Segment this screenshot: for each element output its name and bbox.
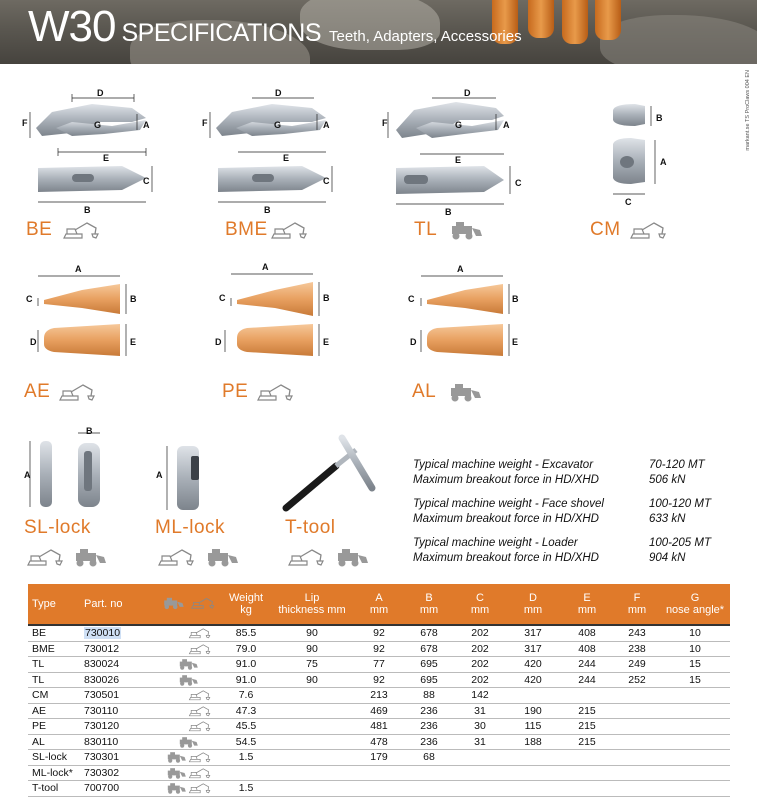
cell-lip: [270, 688, 354, 704]
cell-g: [660, 765, 730, 781]
dim-label: D: [97, 88, 104, 98]
cell-lip: [270, 765, 354, 781]
cell-g: [660, 703, 730, 719]
dim-label: A: [156, 470, 163, 480]
cell-f: 249: [614, 657, 660, 673]
cell-f: [614, 765, 660, 781]
table-row: [28, 765, 730, 781]
cell-b: 236: [404, 703, 454, 719]
cell-e: [560, 750, 614, 766]
cell-a: 92: [354, 625, 404, 641]
cell-weight: 85.5: [222, 625, 270, 641]
table-row: [28, 641, 730, 657]
cell-weight: 7.6: [222, 688, 270, 704]
cell-c: 202: [454, 641, 506, 657]
excavator-icon: [187, 705, 211, 717]
product-label-bme: BME: [225, 219, 268, 240]
part-number[interactable]: 730301: [84, 751, 120, 764]
loader-icon: [175, 658, 199, 670]
spec-row: Maximum breakout force in HD/XHD 506 kN: [413, 474, 686, 486]
loader-icon: [163, 782, 187, 794]
excavator-icon: [187, 689, 211, 701]
ae-drawing: [22, 262, 142, 372]
cell-type: AL: [28, 734, 80, 750]
dim-label: D: [275, 88, 282, 98]
col-header-d: D mm: [506, 584, 560, 625]
cell-g: 15: [660, 657, 730, 673]
dim-label: B: [512, 294, 519, 304]
excavator-icon: [187, 643, 211, 655]
part-number[interactable]: 730501: [84, 689, 120, 702]
excavator-icon: [254, 382, 294, 402]
cell-b: 236: [404, 719, 454, 735]
cell-f: [614, 781, 660, 797]
cell-weight: [222, 765, 270, 781]
cell-a: 179: [354, 750, 404, 766]
product-label-tl: TL: [414, 219, 438, 240]
cell-machine: [152, 703, 222, 719]
part-number[interactable]: 730302: [84, 766, 120, 779]
cell-f: [614, 703, 660, 719]
dim-label: B: [130, 294, 137, 304]
tooth-image: [562, 0, 588, 44]
cell-weight: 91.0: [222, 657, 270, 673]
loader-icon: [175, 736, 199, 748]
part-number[interactable]: 730110: [84, 704, 119, 717]
cell-b: 88: [404, 688, 454, 704]
excavator-icon: [24, 547, 64, 567]
cell-machine: [152, 657, 222, 673]
loader-icon: [330, 547, 370, 567]
product-label-pe: PE: [222, 381, 249, 402]
dim-label: A: [143, 120, 150, 130]
col-header-f: F mm: [614, 584, 660, 625]
cell-f: 238: [614, 641, 660, 657]
cell-c: 30: [454, 719, 506, 735]
cell-machine: [152, 672, 222, 688]
dim-label: B: [445, 207, 452, 217]
part-number[interactable]: 730120: [84, 720, 120, 733]
excavator-icon: [187, 767, 211, 779]
dim-label: C: [219, 293, 226, 303]
cell-c: 202: [454, 672, 506, 688]
cm-drawing: [605, 100, 675, 210]
dim-label: A: [24, 470, 31, 480]
cell-type: BE: [28, 625, 80, 641]
cell-d: 188: [506, 734, 560, 750]
excavator-icon: [187, 751, 211, 763]
dim-label: A: [262, 262, 269, 272]
col-header-a: A mm: [354, 584, 404, 625]
cell-g: [660, 688, 730, 704]
cell-d: 190: [506, 703, 560, 719]
part-number[interactable]: 700700: [84, 782, 120, 795]
side-reference-text: markant.se TS ProClaws 004 EN: [745, 70, 751, 151]
ml-lock-drawing: [155, 440, 215, 520]
spec-row: Maximum breakout force in HD/XHD 633 kN: [413, 513, 686, 525]
dim-label: D: [410, 337, 417, 347]
cell-type: AE: [28, 703, 80, 719]
dim-label: E: [455, 155, 462, 165]
spec-row: Typical machine weight - Loader 100-205 MT: [413, 537, 712, 549]
excavator-icon: [187, 720, 211, 732]
dim-label: C: [143, 176, 150, 186]
dim-label: B: [84, 205, 91, 215]
header-banner: [0, 0, 757, 64]
cell-d: [506, 765, 560, 781]
cell-b: 68: [404, 750, 454, 766]
tooth-image: [595, 0, 621, 40]
part-number[interactable]: 730012: [84, 642, 120, 655]
col-header-lip: Lip thickness mm: [270, 584, 354, 625]
cell-partno: [80, 781, 152, 797]
dim-label: F: [202, 118, 208, 128]
page-title: W30 SPECIFICATIONS Teeth, Adapters, Accessories: [28, 2, 522, 51]
cell-machine: [152, 781, 222, 797]
cell-type: TL: [28, 657, 80, 673]
loader-icon: [163, 767, 187, 779]
cell-a: 469: [354, 703, 404, 719]
cell-partno: [80, 688, 152, 704]
dim-label: A: [503, 120, 510, 130]
cell-e: 244: [560, 672, 614, 688]
dim-label: D: [215, 337, 222, 347]
excavator-icon: [155, 547, 195, 567]
table-row: [28, 657, 730, 673]
tooth-image: [528, 0, 554, 38]
cell-type: BME: [28, 641, 80, 657]
cell-g: [660, 750, 730, 766]
cell-a: 92: [354, 672, 404, 688]
cell-partno: [80, 657, 152, 673]
cell-d: 420: [506, 672, 560, 688]
table-row: [28, 688, 730, 704]
loader-icon: [200, 547, 240, 567]
cell-e: 244: [560, 657, 614, 673]
be-drawing: [22, 88, 162, 218]
dim-label: G: [274, 120, 282, 130]
spec-row: Maximum breakout force in HD/XHD 904 kN: [413, 552, 686, 564]
cell-d: [506, 781, 560, 797]
cell-e: [560, 781, 614, 797]
cell-d: 115: [506, 719, 560, 735]
cell-d: [506, 688, 560, 704]
part-number[interactable]: 730010: [85, 627, 121, 640]
cell-type: CM: [28, 688, 80, 704]
cell-f: [614, 688, 660, 704]
table-header-row: [28, 584, 730, 625]
loader-icon: [68, 547, 108, 567]
cell-a: [354, 765, 404, 781]
excavator-icon: [56, 382, 96, 402]
dim-label: A: [660, 157, 667, 167]
cell-f: [614, 750, 660, 766]
cell-e: 215: [560, 734, 614, 750]
dim-label: F: [22, 118, 28, 128]
col-header-machine: [152, 584, 222, 625]
loader-icon: [444, 220, 484, 240]
cell-b: 678: [404, 641, 454, 657]
loader-icon: [159, 596, 185, 610]
cell-d: 317: [506, 625, 560, 641]
dim-label: E: [283, 153, 290, 163]
sl-lock-drawing: [22, 425, 112, 515]
cell-e: 215: [560, 703, 614, 719]
dim-label: C: [26, 294, 33, 304]
cell-type: T-tool: [28, 781, 80, 797]
cell-c: 31: [454, 734, 506, 750]
cell-a: 77: [354, 657, 404, 673]
cell-f: 243: [614, 625, 660, 641]
cell-weight: 79.0: [222, 641, 270, 657]
col-header-g: G nose angle*: [660, 584, 730, 625]
cell-weight: 1.5: [222, 750, 270, 766]
cell-lip: 90: [270, 672, 354, 688]
cell-b: 678: [404, 625, 454, 641]
excavator-icon: [189, 596, 215, 610]
cell-machine: [152, 765, 222, 781]
col-header-partno: Part. no: [80, 584, 152, 625]
cell-g: 10: [660, 641, 730, 657]
cell-lip: [270, 719, 354, 735]
cell-partno: [80, 750, 152, 766]
bme-drawing: [202, 88, 342, 218]
loader-icon: [443, 382, 483, 402]
product-label-be: BE: [26, 219, 53, 240]
cell-d: [506, 750, 560, 766]
dim-label: D: [464, 88, 471, 98]
al-drawing: [405, 262, 525, 372]
cell-machine: [152, 719, 222, 735]
machine-specs: [413, 458, 733, 566]
product-label-ml-lock: ML-lock: [155, 517, 226, 538]
cell-partno: [80, 672, 152, 688]
cell-g: 15: [660, 672, 730, 688]
part-number[interactable]: 830024: [84, 658, 120, 671]
dim-label: E: [130, 337, 137, 347]
cell-type: ML-lock*: [28, 765, 80, 781]
spec-table: [28, 584, 730, 797]
excavator-icon: [285, 547, 325, 567]
cell-lip: [270, 734, 354, 750]
cell-g: [660, 719, 730, 735]
excavator-icon: [627, 220, 667, 240]
part-number[interactable]: 830110: [84, 735, 119, 748]
tl-drawing: [380, 88, 520, 218]
cell-partno: [80, 765, 152, 781]
cell-partno: [80, 703, 152, 719]
dim-label: E: [323, 337, 330, 347]
table-row: [28, 625, 730, 641]
cell-a: 92: [354, 641, 404, 657]
cell-b: 236: [404, 734, 454, 750]
dim-label: A: [457, 264, 464, 274]
cell-partno: [80, 719, 152, 735]
cell-c: [454, 750, 506, 766]
cell-machine: [152, 750, 222, 766]
dim-label: D: [30, 337, 37, 347]
cell-d: 420: [506, 657, 560, 673]
cell-b: [404, 765, 454, 781]
dim-label: B: [323, 293, 330, 303]
cell-a: [354, 781, 404, 797]
dim-label: B: [264, 205, 271, 215]
cell-g: [660, 734, 730, 750]
excavator-icon: [187, 782, 211, 794]
cell-type: TL: [28, 672, 80, 688]
cell-c: 142: [454, 688, 506, 704]
cell-e: 215: [560, 719, 614, 735]
excavator-icon: [187, 627, 211, 639]
product-label-sl-lock: SL-lock: [24, 517, 91, 538]
product-label-t-tool: T-tool: [285, 517, 336, 538]
dim-label: F: [382, 118, 388, 128]
cell-e: 408: [560, 625, 614, 641]
cell-e: [560, 688, 614, 704]
cell-weight: 54.5: [222, 734, 270, 750]
cell-d: 317: [506, 641, 560, 657]
product-label-ae: AE: [24, 381, 51, 402]
dim-label: B: [656, 113, 663, 123]
cell-a: 213: [354, 688, 404, 704]
col-header-e: E mm: [560, 584, 614, 625]
cell-lip: 75: [270, 657, 354, 673]
col-header-b: B mm: [404, 584, 454, 625]
spec-row: Typical machine weight - Excavator 70-120 MT: [413, 459, 705, 471]
cell-type: PE: [28, 719, 80, 735]
product-label-al: AL: [412, 381, 437, 402]
cell-c: 202: [454, 625, 506, 641]
cell-g: [660, 781, 730, 797]
cell-lip: [270, 703, 354, 719]
cell-weight: 47.3: [222, 703, 270, 719]
cell-b: 695: [404, 672, 454, 688]
dim-label: A: [323, 120, 330, 130]
table-row: [28, 734, 730, 750]
dim-label: C: [625, 197, 632, 207]
dim-label: B: [86, 426, 93, 436]
product-label-cm: CM: [590, 219, 621, 240]
cell-b: 695: [404, 657, 454, 673]
cell-f: 252: [614, 672, 660, 688]
dim-label: E: [103, 153, 110, 163]
cell-lip: [270, 781, 354, 797]
dim-label: E: [512, 337, 519, 347]
cell-c: 202: [454, 657, 506, 673]
cell-e: [560, 765, 614, 781]
cell-weight: 45.5: [222, 719, 270, 735]
dim-label: C: [408, 294, 415, 304]
dim-label: C: [515, 178, 522, 188]
dim-label: G: [455, 120, 463, 130]
col-header-type: Type: [28, 584, 80, 625]
dim-label: A: [75, 264, 82, 274]
cell-e: 408: [560, 641, 614, 657]
cell-a: 478: [354, 734, 404, 750]
table-row: [28, 719, 730, 735]
cell-lip: 90: [270, 625, 354, 641]
excavator-icon: [60, 220, 100, 240]
excavator-icon: [268, 220, 308, 240]
cell-machine: [152, 688, 222, 704]
cell-f: [614, 719, 660, 735]
t-tool-drawing: [278, 430, 388, 515]
spec-row: Typical machine weight - Face shovel 100-120 MT: [413, 498, 712, 510]
table-row: [28, 781, 730, 797]
table-row: [28, 703, 730, 719]
cell-f: [614, 734, 660, 750]
pe-drawing: [215, 262, 335, 372]
dim-label: G: [94, 120, 102, 130]
cell-c: [454, 781, 506, 797]
table-row: [28, 672, 730, 688]
cell-machine: [152, 734, 222, 750]
cell-a: 481: [354, 719, 404, 735]
cell-type: SL-lock: [28, 750, 80, 766]
cell-b: [404, 781, 454, 797]
cell-lip: 90: [270, 641, 354, 657]
cell-machine: [152, 625, 222, 641]
col-header-weight: Weight kg: [222, 584, 270, 625]
cell-weight: 91.0: [222, 672, 270, 688]
col-header-c: C mm: [454, 584, 506, 625]
part-number[interactable]: 830026: [84, 673, 120, 686]
cell-c: [454, 765, 506, 781]
cell-partno: [80, 734, 152, 750]
loader-icon: [175, 674, 199, 686]
cell-g: 10: [660, 625, 730, 641]
dim-label: C: [323, 176, 330, 186]
cell-machine: [152, 641, 222, 657]
loader-icon: [163, 751, 187, 763]
cell-weight: 1.5: [222, 781, 270, 797]
table-row: [28, 750, 730, 766]
cell-partno: [80, 641, 152, 657]
cell-c: 31: [454, 703, 506, 719]
cell-lip: [270, 750, 354, 766]
cell-partno: [80, 625, 152, 641]
